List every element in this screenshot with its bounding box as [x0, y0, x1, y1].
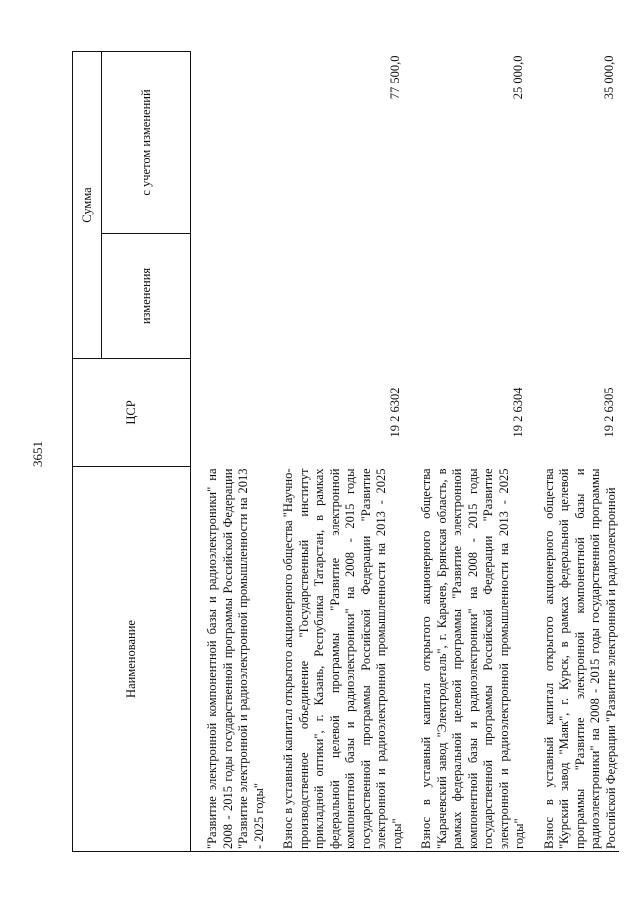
row-csr: 19 2 6302: [388, 387, 402, 438]
table-row: [528, 52, 620, 852]
row-changes: [267, 234, 405, 359]
row-name: Взнос в уставный капитал открытого акционерного общества "Курский завод "Маяк", г. Курск, в рамках федеральной целевой программы "Развитие электронной компонентной базы и радиоэлектроники" на 2008 - 2015 годы государственной программы Российской Федерации "Развитие электронной и радиоэлектронной: [528, 467, 620, 852]
header-csr: ЦСР: [73, 359, 191, 467]
page-number: 3651: [30, 441, 45, 467]
row-csr: [191, 359, 268, 467]
row-csr: 19 2 6305: [602, 387, 616, 438]
row-changes: [528, 234, 620, 359]
row-changes: [405, 234, 528, 359]
row-total: 35 000,0: [602, 55, 616, 100]
rotated-page: [30, 52, 618, 852]
row-total: [191, 52, 268, 234]
table-row: [267, 52, 405, 852]
row-name: "Развитие электронной компонентной базы и радиоэлектроники" на 2008 - 2015 годы государственной программы Российской Федерации "Развитие электронной и радиоэлектронной промышленности на 2013 - 2025 годы": [191, 467, 268, 852]
header-sum-changes: изменения: [102, 234, 191, 359]
table-row: [405, 52, 528, 852]
row-changes: [191, 234, 268, 359]
row-csr: 19 2 6304: [510, 387, 525, 438]
table-row: [191, 52, 268, 852]
row-name: Взнос в уставный капитал открытого акционерного общества "Научно-производственное объединение "Государственный институт прикладной оптики", г. Казань, Республика Татарстан, в рамках федеральной целевой программы "Развитие электронной компонентной базы и радиоэлектроники" на 2008 - 2015 годы государственной программы Российской Федерации "Развитие электронной и радиоэлектронной промышленности на 2013 - 2025 годы": [267, 467, 405, 852]
header-sum-with-changes: с учетом изменений: [102, 52, 191, 234]
header-sum: Сумма: [73, 52, 102, 359]
budget-table: [72, 51, 619, 852]
header-name: Наименование: [73, 467, 191, 852]
row-name: Взнос в уставный капитал открытого акционерного общества "Карачевский завод "Электродеталь", г. Карачев, Брянская область, в рамках федеральной целевой программы "Развитие электронной компонентной базы и радиоэлектроники" на 2008 - 2015 годы государственной программы Российской Федерации "Развитие электронной и радиоэлектронной промышленности на 2013 - 2025 годы": [405, 467, 528, 852]
row-total: 25 000,0: [510, 55, 525, 100]
row-total: 77 500,0: [388, 55, 402, 100]
